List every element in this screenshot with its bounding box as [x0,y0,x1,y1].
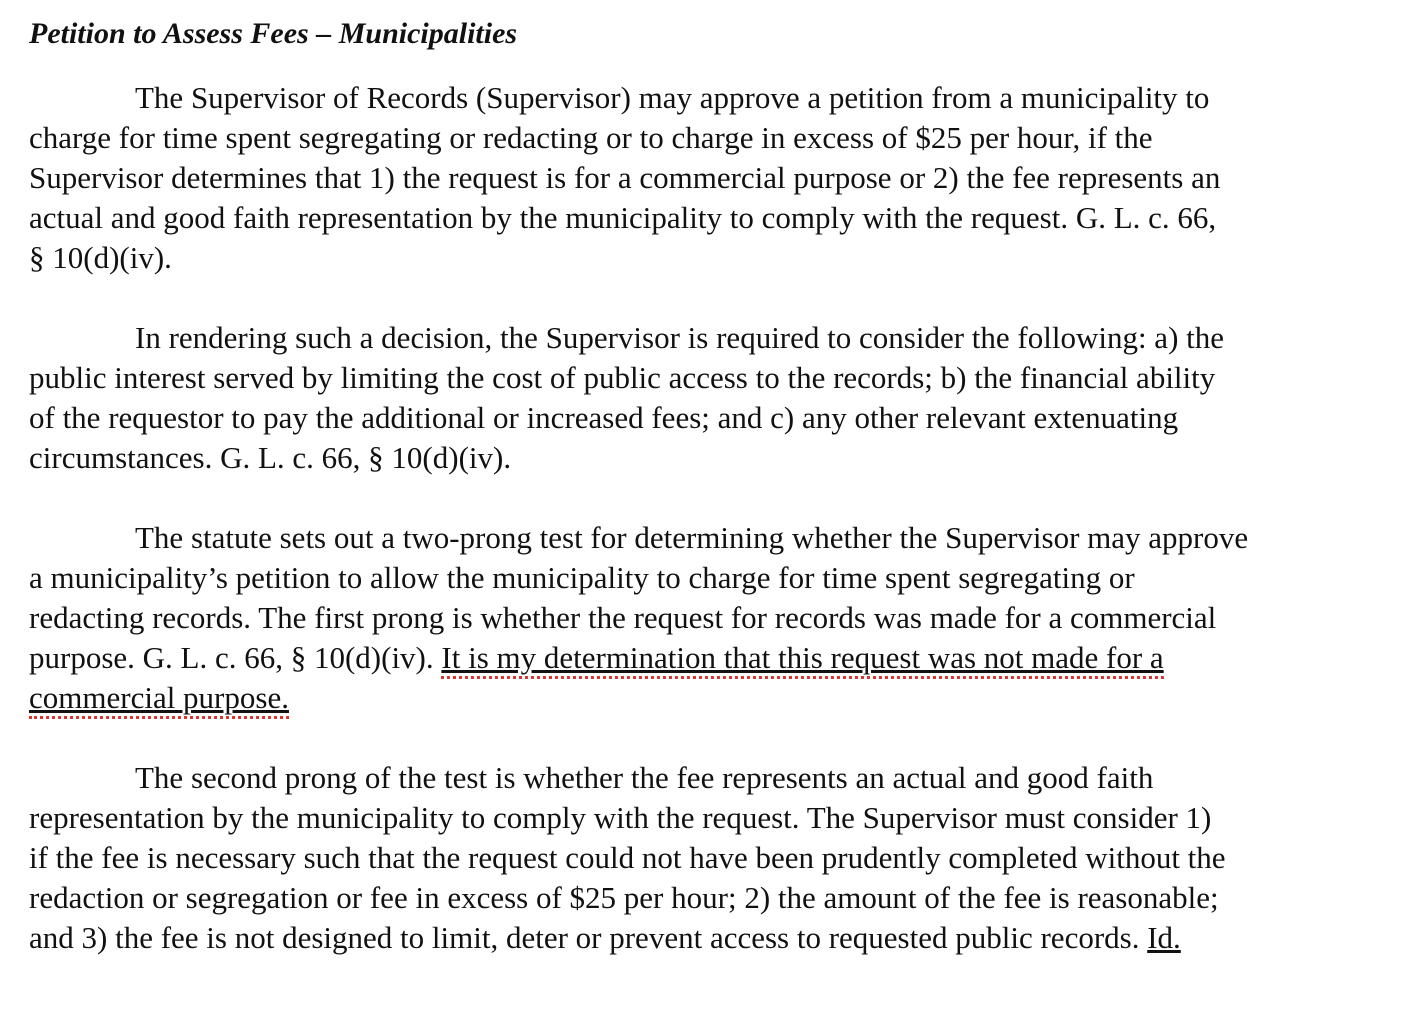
paragraph-line: actual and good faith representation by the municipality to comply with the request. G. L. c. 66, [29,200,1217,235]
paragraph-line: public interest served by limiting the cost of public access to the records; b) the financial ability [29,360,1216,395]
paragraph-line [29,678,1401,718]
paragraph-line: a municipality’s petition to allow the municipality to charge for time spent segregating or [29,560,1135,595]
paragraph-line: redacting records. The first prong is whether the request for records was made for a commercial [29,600,1217,635]
paragraph-line: The second prong of the test is whether the fee represents an actual and good faith [135,760,1154,795]
paragraph-line: circumstances. G. L. c. 66, § 10(d)(iv). [29,440,512,475]
document-page [29,14,1401,998]
paragraph-line: Supervisor determines that 1) the request is for a commercial purpose or 2) the fee represents an [29,160,1221,195]
paragraph-2 [29,318,1401,478]
paragraph-3 [29,518,1401,718]
paragraph-line [29,638,1401,678]
paragraph-line: if the fee is necessary such that the request could not have been prudently completed without the [29,840,1226,875]
annotated-determination: It is my determination that this request was not made for a [441,640,1163,679]
closing-text: and 3) the fee is not designed to limit, deter or prevent access to requested public records. [29,920,1148,955]
paragraph-line: The Supervisor of Records (Supervisor) may approve a petition from a municipality to [135,80,1210,115]
paragraph-line: charge for time spent segregating or redacting or to charge in excess of $25 per hour, if the [29,120,1153,155]
paragraph-line [29,918,1401,958]
paragraph-line: of the requestor to pay the additional or increased fees; and c) any other relevant extenuating [29,400,1179,435]
annotated-determination-end: commercial purpose. [29,680,289,719]
paragraph-line: redaction or segregation or fee in excess of $25 per hour; 2) the amount of the fee is reasonable; [29,880,1219,915]
paragraph-line: § 10(d)(iv). [29,240,172,275]
paragraph-line: The statute sets out a two-prong test for determining whether the Supervisor may approve [135,520,1249,555]
paragraph-line: In rendering such a decision, the Supervisor is required to consider the following: a) the [135,320,1225,355]
citation-text: purpose. G. L. c. 66, § 10(d)(iv). [29,640,442,675]
paragraph-1 [29,78,1401,278]
paragraph-4 [29,758,1401,958]
paragraph-line: representation by the municipality to comply with the request. The Supervisor must consider 1) [29,800,1212,835]
section-heading: Petition to Assess Fees – Municipalities [29,17,518,50]
id-citation: Id. [1147,920,1181,955]
